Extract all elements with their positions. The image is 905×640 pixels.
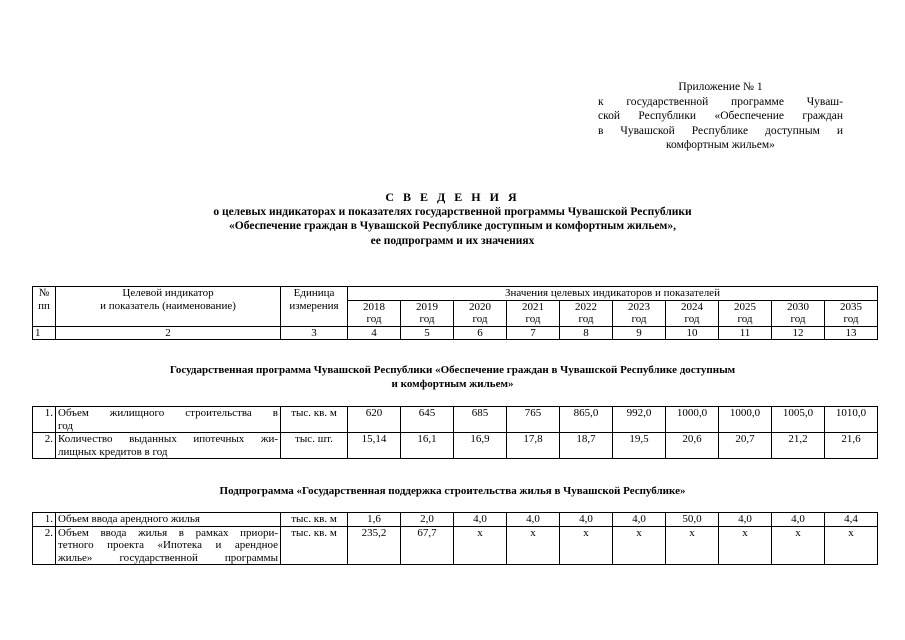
row-value: 1,6 — [348, 513, 401, 527]
row-value: 19,5 — [613, 433, 666, 459]
row-name-line: Объем ввода арендного жилья — [58, 513, 200, 525]
row-value: 1005,0 — [772, 407, 825, 433]
year-word: год — [790, 313, 806, 325]
table-row — [33, 433, 878, 459]
row-value: 645 — [401, 407, 454, 433]
row-value: x — [772, 526, 825, 565]
year-word: год — [737, 313, 753, 325]
table-row — [33, 526, 878, 565]
header-year — [825, 300, 878, 326]
year-word: год — [684, 313, 700, 325]
year-value: 2020 — [469, 300, 491, 313]
row-value: 20,7 — [719, 433, 772, 459]
col-number: 4 — [348, 326, 401, 340]
header-indicator-line: и показатель (наименование) — [100, 299, 236, 312]
row-value: x — [613, 526, 666, 565]
row-value: x — [507, 526, 560, 565]
row-value: 4,0 — [719, 513, 772, 527]
row-name-line: Объем жилищного строительства в — [58, 407, 278, 419]
col-number: 6 — [454, 326, 507, 340]
header-year — [401, 300, 454, 326]
row-value: 4,0 — [454, 513, 507, 527]
row-number: 1. — [33, 407, 56, 433]
col-number: 12 — [772, 326, 825, 340]
row-unit: тыс. кв. м — [281, 407, 348, 433]
row-value: 2,0 — [401, 513, 454, 527]
header-num-line: пп — [38, 299, 50, 312]
section-title-line: Государственная программа Чувашской Республики «Обеспечение граждан в Чувашской Республике доступным — [169, 364, 736, 376]
table-row — [33, 513, 878, 527]
year-value: 2021 — [522, 300, 544, 313]
col-number: 11 — [719, 326, 772, 340]
year-value: 2030 — [787, 300, 809, 313]
title-line: о целевых индикаторах и показателях государственной программы Чувашской Республики — [213, 205, 692, 218]
header-values-title: Значения целевых индикаторов и показателей — [348, 287, 878, 301]
row-value: 1010,0 — [825, 407, 878, 433]
header-indicator-line: Целевой индикатор — [122, 287, 214, 299]
row-name-line: жилье» государственной программы — [58, 551, 278, 564]
header-unit — [281, 287, 348, 327]
title-line: «Обеспечение граждан в Чувашской Республике доступным и комфортным жильем», — [229, 220, 676, 232]
title-heading: С В Е Д Е Н И Я — [385, 190, 520, 204]
year-value: 2022 — [575, 300, 597, 313]
row-name-line: год — [58, 419, 74, 432]
header-num — [33, 287, 56, 327]
header-table — [32, 286, 878, 340]
row-value: 16,1 — [401, 433, 454, 459]
row-name — [56, 526, 281, 565]
row-value: 4,0 — [772, 513, 825, 527]
year-word: год — [578, 313, 594, 325]
row-name-line: тетного проекта «Ипотека и арендное — [58, 539, 278, 551]
col-number: 10 — [666, 326, 719, 340]
col-number: 7 — [507, 326, 560, 340]
header-year — [454, 300, 507, 326]
header-num-line: № — [38, 287, 50, 299]
row-value: 17,8 — [507, 433, 560, 459]
appendix-line: Приложение № 1 — [678, 81, 763, 93]
row-unit: тыс. кв. м — [281, 513, 348, 527]
row-number: 2. — [33, 526, 56, 565]
year-word: год — [525, 313, 541, 325]
header-year — [666, 300, 719, 326]
col-number: 5 — [401, 326, 454, 340]
row-value: 865,0 — [560, 407, 613, 433]
year-word: год — [631, 313, 647, 325]
row-value: x — [560, 526, 613, 565]
year-word: год — [366, 313, 382, 325]
row-unit: тыс. кв. м — [281, 526, 348, 565]
appendix-line: в Чувашской Республике доступным и — [598, 124, 843, 137]
row-value: 1000,0 — [666, 407, 719, 433]
header-year — [613, 300, 666, 326]
col-number: 2 — [56, 326, 281, 340]
header-year — [348, 300, 401, 326]
row-value: 21,6 — [825, 433, 878, 459]
section1-table — [32, 406, 878, 459]
row-value: 620 — [348, 407, 401, 433]
row-value: 50,0 — [666, 513, 719, 527]
row-number: 2. — [33, 433, 56, 459]
row-value: x — [825, 526, 878, 565]
section-title-line: Подпрограмма «Государственная поддержка строительства жилья в Чувашской Республике» — [219, 485, 686, 497]
section-title — [0, 364, 905, 391]
year-word: год — [843, 313, 859, 325]
section-title-line: и комфортным жильем» — [391, 377, 514, 390]
col-number: 3 — [281, 326, 348, 340]
row-name — [56, 407, 281, 433]
document-title — [0, 190, 905, 248]
row-value: 16,9 — [454, 433, 507, 459]
row-name-line: лищных кредитов в год — [58, 445, 168, 458]
row-value: 18,7 — [560, 433, 613, 459]
row-value: 4,0 — [613, 513, 666, 527]
header-unit-line: измерения — [289, 299, 339, 312]
section2-table — [32, 512, 878, 565]
appendix-line: ской Республики «Обеспечение граждан — [598, 110, 843, 122]
year-value: 2035 — [840, 300, 862, 313]
appendix-line: к государственной программе Чуваш- — [598, 95, 843, 108]
row-value: x — [454, 526, 507, 565]
header-year — [772, 300, 825, 326]
row-name — [56, 433, 281, 459]
year-value: 2025 — [734, 300, 756, 313]
section-title — [0, 485, 905, 499]
row-name-line: Объем ввода жилья в рамках приори- — [58, 526, 278, 539]
year-value: 2018 — [363, 300, 385, 313]
row-value: 67,7 — [401, 526, 454, 565]
appendix-note — [598, 80, 843, 153]
row-name — [56, 513, 281, 527]
header-year — [507, 300, 560, 326]
year-word: год — [472, 313, 488, 325]
appendix-line: комфортным жильем» — [666, 139, 775, 151]
row-value: 765 — [507, 407, 560, 433]
header-indicator — [56, 287, 281, 327]
row-value: 1000,0 — [719, 407, 772, 433]
row-value: 685 — [454, 407, 507, 433]
row-value: 4,0 — [560, 513, 613, 527]
table-row — [33, 407, 878, 433]
row-value: 21,2 — [772, 433, 825, 459]
header-year — [560, 300, 613, 326]
row-value: x — [666, 526, 719, 565]
row-name-line: Количество выданных ипотечных жи- — [58, 433, 278, 445]
row-value: 4,0 — [507, 513, 560, 527]
header-year — [719, 300, 772, 326]
year-value: 2024 — [681, 300, 703, 313]
row-value: 15,14 — [348, 433, 401, 459]
row-value: 4,4 — [825, 513, 878, 527]
row-number: 1. — [33, 513, 56, 527]
row-value: 992,0 — [613, 407, 666, 433]
row-value: 235,2 — [348, 526, 401, 565]
col-number: 9 — [613, 326, 666, 340]
title-line: ее подпрограмм и их значениях — [370, 234, 535, 247]
col-number: 8 — [560, 326, 613, 340]
row-value: x — [719, 526, 772, 565]
year-value: 2019 — [416, 300, 438, 313]
col-number: 13 — [825, 326, 878, 340]
year-word: год — [419, 313, 435, 325]
col-number: 1 — [33, 326, 56, 340]
row-value: 20,6 — [666, 433, 719, 459]
year-value: 2023 — [628, 300, 650, 313]
header-unit-line: Единица — [293, 287, 335, 299]
row-unit: тыс. шт. — [281, 433, 348, 459]
